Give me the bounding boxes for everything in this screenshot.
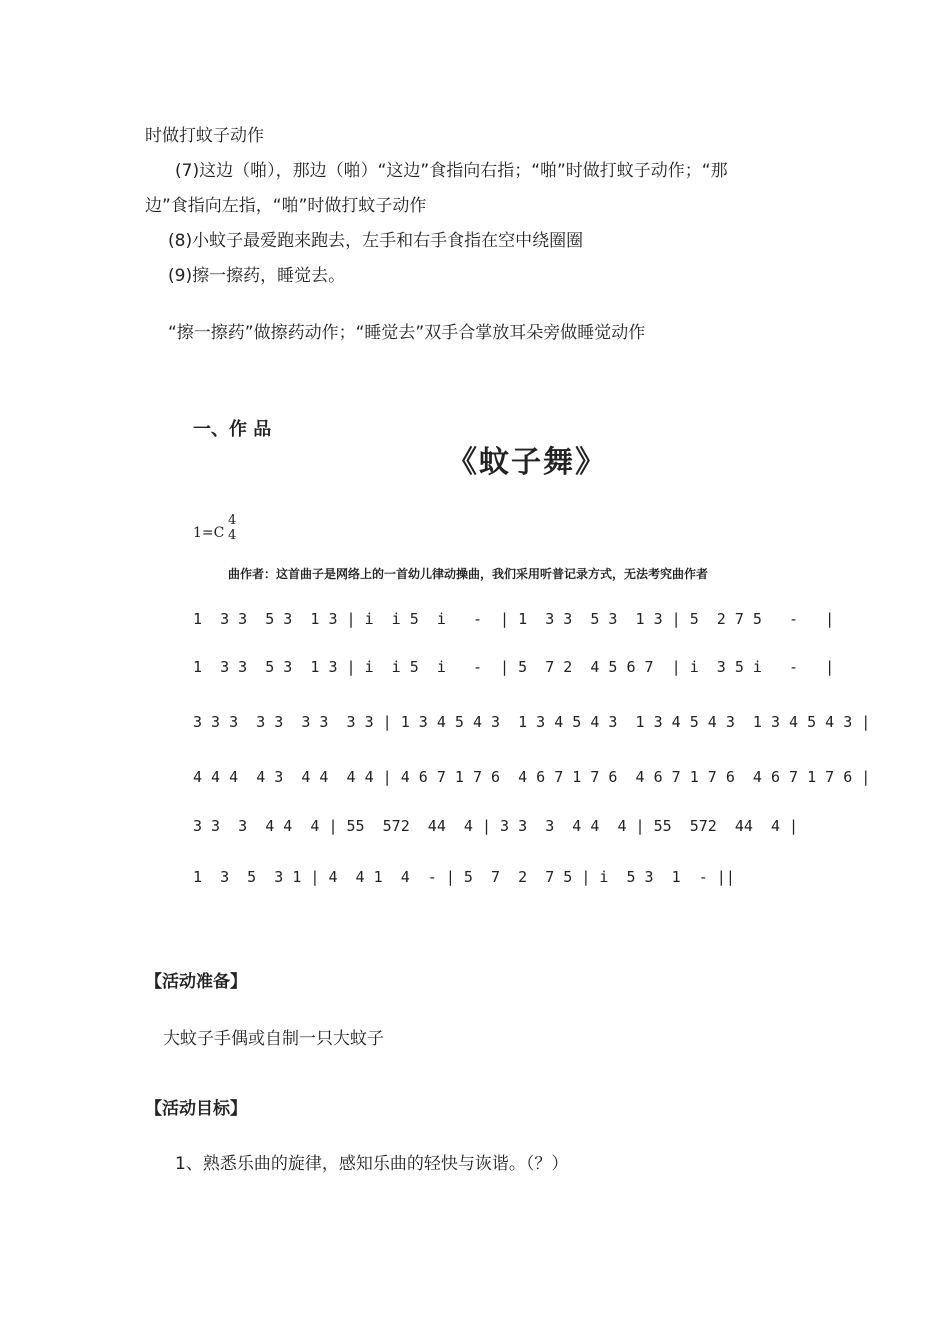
score-row: 1 3 5 3 1 | 4 4 1 4 - | 5 7 2 7 5 | i 5 3 1 - || (193, 868, 735, 886)
line-5: (9)擦一擦药，睡觉去。 (168, 266, 346, 286)
score-title: 《蚊子舞》 (447, 445, 607, 480)
line-2: (7)这边（啪），那边（啪）“这边”食指向右指；“啪”时做打蚊子动作；“那 (175, 161, 728, 181)
score-section-label: 一、作 品 (193, 419, 272, 440)
goal-1: 1、熟悉乐曲的旋律，感知乐曲的轻快与诙谐。（？） (175, 1154, 569, 1174)
line-6: “擦一擦药”做擦药动作；“睡觉去”双手合掌放耳朵旁做睡觉动作 (168, 323, 646, 343)
score-row: 3 3 3 3 3 3 3 3 3 | 1 3 4 5 4 3 1 3 4 5 4 3 1 3 4 5 4 3 1 3 4 5 4 3 | (193, 713, 871, 731)
music-score (185, 385, 885, 905)
score-row: 1 3 3 5 3 1 3 | i i 5 i - | 1 3 3 5 3 1 3 | 5 2 7 5 - | (193, 610, 835, 628)
goal-heading: 【活动目标】 (145, 1099, 247, 1119)
score-row: 4 4 4 4 3 4 4 4 4 | 4 6 7 1 7 6 4 6 7 1 7 6 4 6 7 1 7 6 4 6 7 1 7 6 | (193, 768, 871, 786)
line-4: (8)小蚊子最爱跑来跑去，左手和右手食指在空中绕圈圈 (168, 231, 584, 251)
score-time-signature (228, 513, 236, 543)
prep-heading: 【活动准备】 (145, 972, 247, 992)
score-composer: 曲作者：这首曲子是网络上的一首幼儿律动操曲，我们采用听普记录方式，无法考究曲作者 (228, 567, 709, 581)
time-top: 4 (228, 513, 237, 528)
score-row: 1 3 3 5 3 1 3 | i i 5 i - | 5 7 2 4 5 6 7 | i 3 5 i - | (193, 658, 835, 676)
score-key: 1=C (193, 525, 225, 541)
prep-text: 大蚊子手偶或自制一只大蚊子 (163, 1029, 384, 1049)
line-3: 边”食指向左指，“啪”时做打蚊子动作 (145, 196, 427, 216)
score-row: 3 3 3 4 4 4 | 55 572 44 4 | 3 3 3 4 4 4 | 55 572 44 4 | (193, 817, 799, 835)
time-bottom: 4 (228, 528, 237, 543)
line-1: 时做打蚊子动作 (145, 126, 264, 146)
